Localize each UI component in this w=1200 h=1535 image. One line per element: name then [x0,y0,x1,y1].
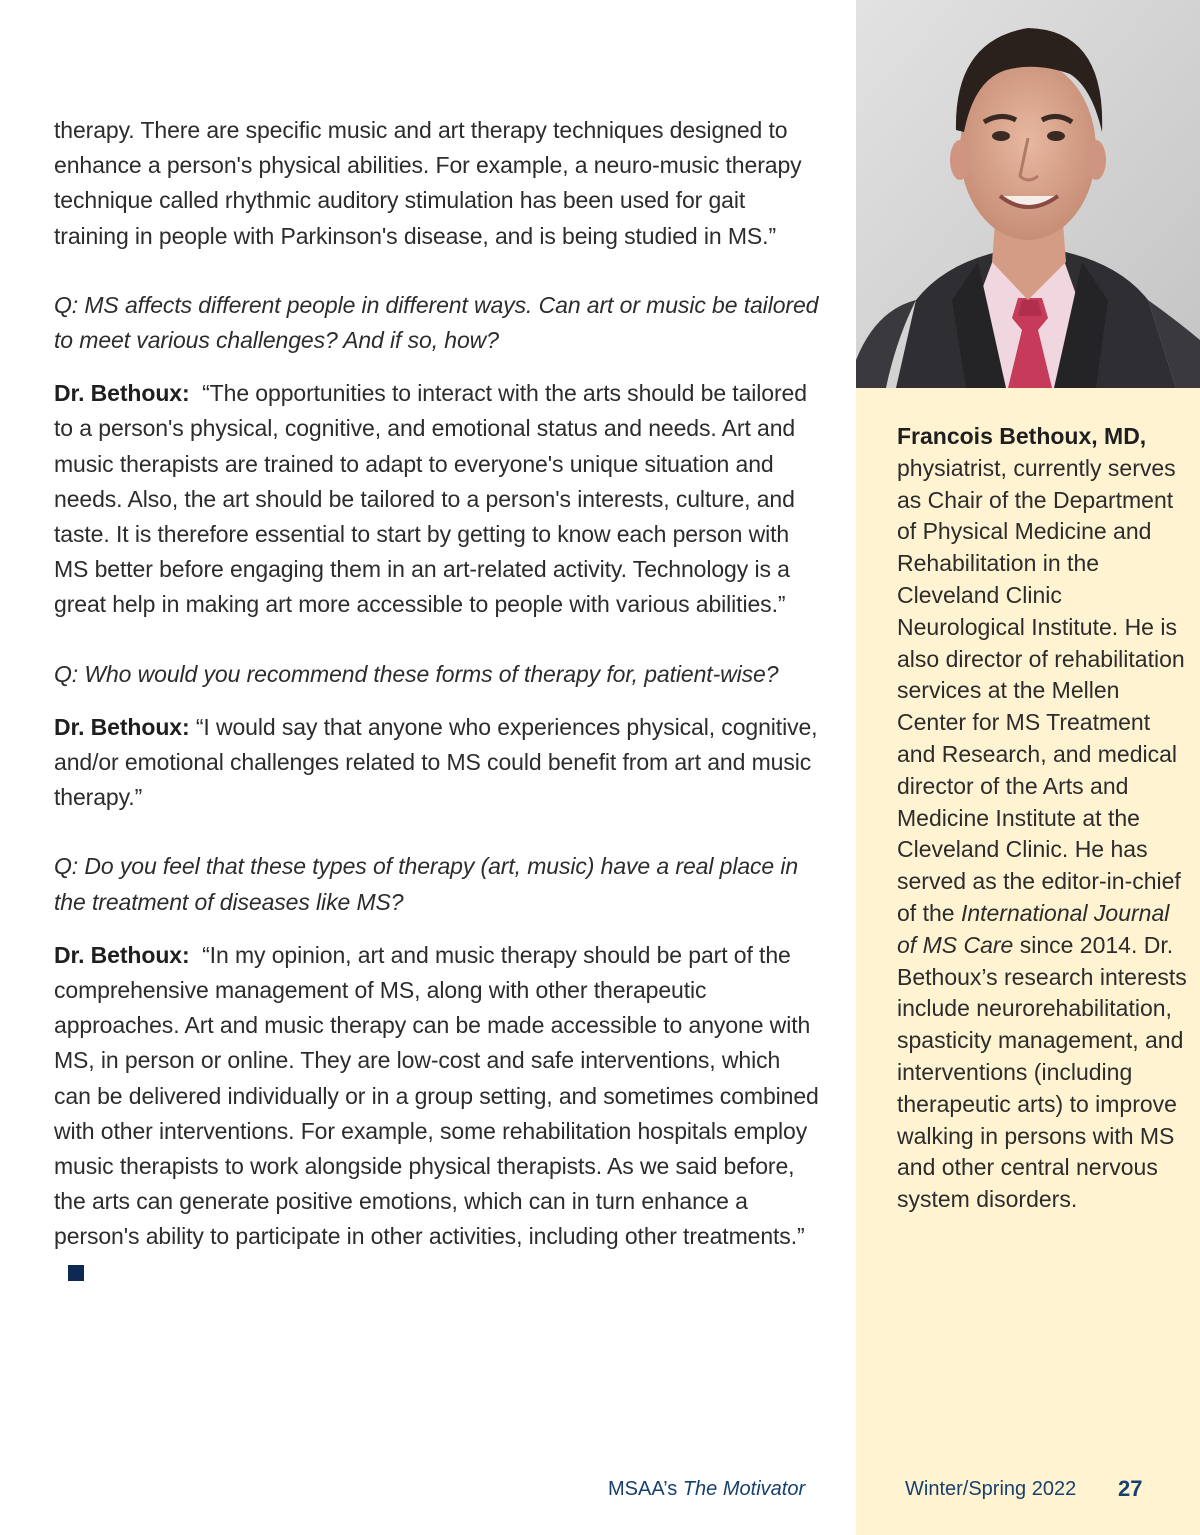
end-of-article-mark [68,1265,84,1281]
author-photo [856,0,1200,388]
question-2: Q: Who would you recommend these forms of therapy for, patient-wise? [54,660,779,687]
bio-text-1: physiatrist, currently serves as Chair of the Department of Physical Medicine and Rehabilitation in the Cleveland Clinic Neurological Institute. He is also director of rehabilitation services at the Mellen Center for MS Treatment and Research, and medical director of the Arts and Medicine Institute at the Cleveland Clinic. He has served as the editor-in-chief of the [897,454,1185,926]
answer-1 [54,376,819,622]
answer-2-text: “I would say that anyone who experiences physical, cognitive, and/or emotional challenges related to MS could benefit from art and music therapy.” [54,713,818,811]
answer-2 [54,710,819,816]
bio-journal-title: International Journal of MS Care [897,899,1170,958]
footer-magazine-title [608,1478,805,1501]
question-1: Q: MS affects different people in different ways. Can art or music be tailored to meet various challenges? And if so, how? [54,291,819,354]
page-number: 27 [1118,1476,1143,1501]
bio-sidebar [856,0,1200,1535]
answer-3 [54,938,819,1290]
question-3: Q: Do you feel that these types of therapy (art, music) have a real place in the treatment of diseases like MS? [54,853,799,915]
speaker-label: Dr. Bethoux: [54,941,190,968]
answer-1-text: “The opportunities to interact with the arts should be tailored to a person's physical, cognitive, and emotional status and needs. Art and music therapists are trained to adapt to everyone's unique situation and needs. Also, the art should be tailored to a person's interests, culture, and taste. It is therefore essential to start by getting to know each person with MS better before engaging them in an art-related activity. Technology is a great help in making art more accessible to people with various abilities.” [54,380,807,618]
speaker-label: Dr. Bethoux: [54,380,190,407]
portrait-illustration [856,0,1200,388]
footer-issue: Winter/Spring 2022 [905,1478,1077,1500]
author-bio [897,421,1187,1216]
speaker-label: Dr. Bethoux: [54,713,190,740]
answer-3-text: “In my opinion, art and music therapy should be part of the comprehensive management of MS, along with other therapeutic approaches. Art and music therapy can be made accessible to anyone with MS, in person or online. They are low-cost and safe interventions, which can be delivered individually or in a group setting, and sometimes combined with other interventions. For example, some rehabilitation hospitals employ music therapists to work alongside physical therapists. As we said before, the arts can generate positive emotions, which can in turn enhance a person's ability to participate in other activities, including other treatments.” [54,941,819,1250]
article-column [54,113,819,1290]
paragraph-intro: therapy. There are specific music and art therapy techniques designed to enhance a person's physical abilities. For example, a neuro-music therapy technique called rhythmic auditory stimulation has been used for gait training in people with Parkinson's disease, and is being studied in MS.” [54,117,802,249]
footer-mag-name: The Motivator [682,1478,806,1500]
footer-mag-prefix: MSAA’s [608,1478,678,1500]
bio-text-2: since 2014. Dr. Bethoux’s research interests include neurorehabilitation, spasticity management, and interventions (including therapeutic arts) to improve walking in persons with MS and other central nervous system disorders. [897,931,1187,1213]
bio-name: Francois Bethoux, MD, [897,423,1147,449]
